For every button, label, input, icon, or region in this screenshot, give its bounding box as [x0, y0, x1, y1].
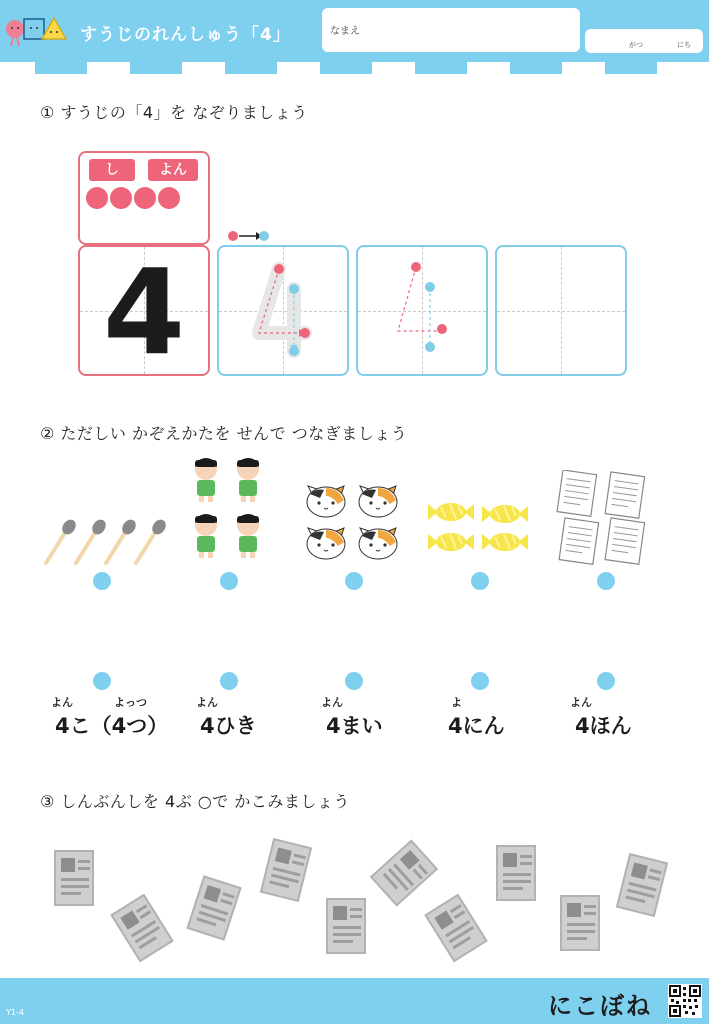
model-digit: 4 — [102, 243, 186, 381]
connect-dot-bottom[interactable] — [471, 672, 489, 690]
newspaper[interactable] — [370, 839, 438, 906]
connect-dot-bottom[interactable] — [345, 672, 363, 690]
reading-yon: よん — [148, 159, 198, 181]
connect-dot-bottom[interactable] — [597, 672, 615, 690]
count-dot — [110, 187, 132, 209]
answer-label: 4まい — [326, 714, 383, 738]
count-dot — [86, 187, 108, 209]
header-tabs — [0, 62, 709, 74]
name-field[interactable] — [322, 8, 580, 52]
section2-title: ② ただしい かぞえかたを せんで つなぎましょう — [40, 424, 408, 443]
model-digit-box — [78, 243, 210, 381]
date-field[interactable] — [585, 29, 703, 53]
answer-ruby: よ — [451, 696, 462, 709]
connect-dot-bottom[interactable] — [93, 672, 111, 690]
connect-dot-bottom[interactable] — [220, 672, 238, 690]
answer-label: 4こ（4つ） — [55, 714, 169, 738]
candies-picture — [428, 498, 532, 556]
trace-box-3[interactable] — [495, 245, 627, 376]
spoons-picture — [42, 515, 166, 567]
newspaper[interactable] — [260, 838, 312, 902]
connect-dot-top[interactable] — [345, 572, 363, 590]
day-label: にち — [677, 41, 691, 49]
connect-dot-top[interactable] — [220, 572, 238, 590]
answer-ruby: よっつ — [114, 696, 147, 709]
papers-picture — [556, 470, 652, 566]
count-dot — [134, 187, 156, 209]
page-title: すうじのれんしゅう「4」 — [80, 25, 291, 45]
trace-digit-guide — [219, 247, 347, 374]
section1-title: ① すうじの「4」を なぞりましょう — [40, 103, 308, 122]
newspaper[interactable] — [560, 895, 600, 951]
connect-dot-top[interactable] — [93, 572, 111, 590]
connect-dot-top[interactable] — [471, 572, 489, 590]
newspaper[interactable] — [424, 894, 488, 963]
count-dot — [158, 187, 180, 209]
newspaper[interactable] — [496, 845, 536, 901]
newspaper[interactable] — [186, 875, 241, 941]
stroke-order-arrow-icon — [226, 228, 272, 244]
answer-ruby: よん — [321, 696, 343, 709]
newspaper[interactable] — [326, 898, 366, 954]
answer-ruby: よん — [51, 696, 73, 709]
header-bar — [0, 0, 709, 62]
trace-box-1[interactable] — [217, 245, 349, 376]
newspaper[interactable] — [54, 850, 94, 906]
reading-shi: し — [89, 159, 135, 181]
month-label: がつ — [629, 41, 643, 49]
answer-label: 4ひき — [200, 714, 257, 738]
answer-label: 4にん — [448, 714, 505, 738]
name-label: なまえ — [330, 26, 360, 37]
cats-picture — [304, 478, 404, 562]
newspaper[interactable] — [616, 853, 668, 917]
answer-label: 4ほん — [575, 714, 632, 738]
shapes-logo-icon — [4, 14, 68, 48]
connect-dot-top[interactable] — [597, 572, 615, 590]
reading-box — [78, 151, 210, 245]
boys-picture — [188, 455, 268, 565]
section3-title: ③ しんぶんしを 4ぶ ○で かこみましょう — [40, 792, 350, 811]
newspaper[interactable] — [110, 894, 174, 963]
trace-digit-dots — [358, 247, 486, 374]
footer-bar — [0, 978, 709, 1024]
qr-code-icon — [668, 984, 702, 1018]
trace-box-2[interactable] — [356, 245, 488, 376]
answer-ruby: よん — [196, 696, 218, 709]
brand-logo: にこぼね — [548, 992, 652, 1020]
answer-ruby: よん — [570, 696, 592, 709]
worksheet-code: Y1-4 — [6, 1008, 24, 1017]
